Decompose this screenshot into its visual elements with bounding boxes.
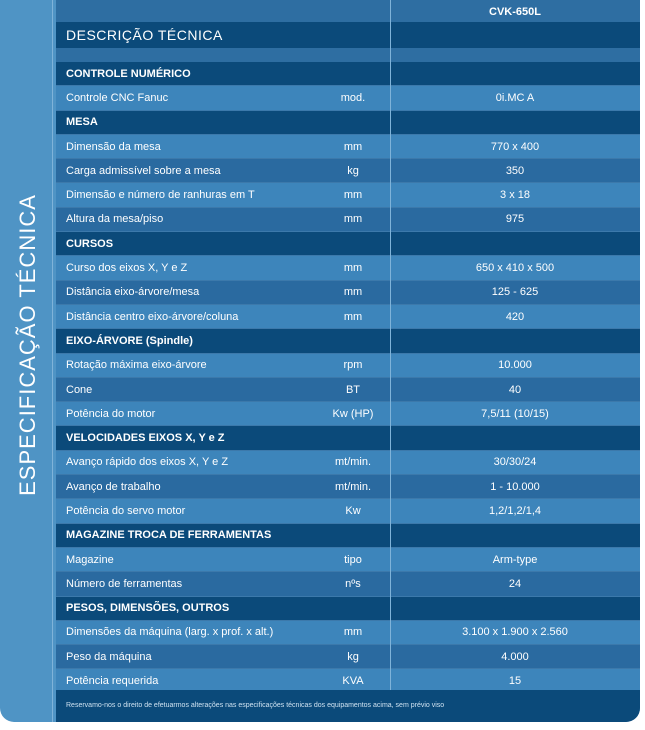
spec-rows — [56, 62, 640, 694]
spec-unit: mm — [343, 626, 363, 639]
section-row — [56, 597, 640, 621]
spec-value — [390, 232, 640, 255]
spec-unit: kg — [347, 164, 359, 177]
spec-name: Peso da máquina — [66, 650, 152, 663]
spec-name: Potência requerida — [66, 675, 159, 688]
spec-value — [390, 426, 640, 449]
spec-value: 0i.MC A — [495, 91, 535, 104]
table-row — [56, 256, 640, 280]
spec-name: Dimensões da máquina (larg. x prof. x alt.) — [66, 626, 274, 639]
spec-value: Arm-type — [492, 553, 538, 566]
spec-unit: mod. — [340, 91, 366, 104]
spec-name: Número de ferramentas — [66, 577, 183, 590]
spec-value: 10.000 — [498, 359, 532, 372]
table-row — [56, 305, 640, 329]
footer-bar — [56, 690, 640, 722]
spec-name: Magazine — [66, 553, 114, 566]
table-row — [56, 548, 640, 572]
table-row — [56, 354, 640, 378]
spec-name: Potência do motor — [66, 407, 156, 420]
spec-unit: mm — [343, 140, 363, 153]
section-title-bar — [56, 22, 640, 48]
spec-name: Distância eixo-árvore/mesa — [66, 286, 200, 299]
section-row — [56, 62, 640, 86]
section-row — [56, 426, 640, 450]
spec-value: 1,2/1,2/1,4 — [489, 504, 541, 517]
spec-name: Avanço rápido dos eixos X, Y e Z — [66, 456, 229, 469]
table-row — [56, 208, 640, 232]
footer-note: Reservamo-nos o direito de efetuarmos alterações nas especificações técnicas dos equipamentos acima, sem prévio viso — [66, 702, 445, 709]
section-row — [56, 111, 640, 135]
spec-unit — [320, 597, 386, 620]
spec-unit: KVA — [342, 675, 364, 688]
header-spacer — [56, 48, 640, 62]
table-row — [56, 621, 640, 645]
spec-value: 30/30/24 — [493, 456, 537, 469]
section-name: CONTROLE NUMÉRICO — [66, 67, 191, 80]
spec-name: Rotação máxima eixo-árvore — [66, 359, 207, 372]
spec-value — [390, 111, 640, 134]
spec-unit: mm — [343, 310, 363, 323]
side-label: ESPECIFICAÇÃO TÉCNICA — [15, 194, 40, 496]
spec-unit — [320, 524, 386, 547]
spec-value: 350 — [505, 164, 525, 177]
section-name: EIXO-ÁRVORE (Spindle) — [66, 334, 193, 347]
section-name: PESOS, DIMENSÕES, OUTROS — [66, 602, 230, 615]
spec-value: 3 x 18 — [500, 189, 530, 202]
spec-unit: BT — [345, 383, 361, 396]
spec-value: 770 x 400 — [490, 140, 540, 153]
table-row — [56, 572, 640, 596]
table-row — [56, 451, 640, 475]
spec-value — [390, 597, 640, 620]
table-row — [56, 499, 640, 523]
spec-unit: tipo — [344, 553, 362, 566]
spec-value — [390, 62, 640, 85]
spec-name: Carga admissível sobre a mesa — [66, 164, 221, 177]
table-row — [56, 475, 640, 499]
section-row — [56, 524, 640, 548]
side-bar — [0, 0, 56, 722]
table-row — [56, 183, 640, 207]
table-row — [56, 135, 640, 159]
spec-name: Dimensão da mesa — [66, 140, 161, 153]
spec-unit: mt/min. — [334, 456, 372, 469]
spec-unit — [320, 232, 386, 255]
spec-unit: mm — [343, 213, 363, 226]
table-row — [56, 378, 640, 402]
spec-value: 15 — [508, 675, 522, 688]
spec-name: Curso dos eixos X, Y e Z — [66, 262, 188, 275]
table-row — [56, 402, 640, 426]
spec-unit: Kw — [345, 504, 361, 517]
spec-unit: nºs — [345, 577, 361, 590]
table-row — [56, 159, 640, 183]
spec-unit: mm — [343, 262, 363, 275]
table-row — [56, 86, 640, 110]
spec-unit: mt/min. — [334, 480, 372, 493]
spec-unit: mm — [343, 286, 363, 299]
table-row — [56, 281, 640, 305]
section-name: VELOCIDADES EIXOS X, Y e Z — [66, 432, 225, 445]
spec-name: Altura da mesa/piso — [66, 213, 164, 226]
section-row — [56, 329, 640, 353]
spec-value — [390, 329, 640, 352]
spec-name: Distância centro eixo-árvore/coluna — [66, 310, 239, 323]
section-name: CURSOS — [66, 237, 114, 250]
spec-unit — [320, 111, 386, 134]
spec-unit: kg — [347, 650, 359, 663]
spec-value: 4.000 — [501, 650, 529, 663]
section-title: DESCRIÇÃO TÉCNICA — [66, 27, 223, 43]
spec-unit: rpm — [343, 359, 363, 372]
spec-unit — [320, 329, 386, 352]
model-label: CVK-650L — [489, 6, 541, 18]
spec-value: 420 — [505, 310, 525, 323]
spec-name: Controle CNC Fanuc — [66, 91, 169, 104]
column-divider — [390, 0, 391, 690]
spec-unit: Kw (HP) — [332, 407, 374, 420]
section-row — [56, 232, 640, 256]
section-name: MAGAZINE TROCA DE FERRAMENTAS — [66, 529, 272, 542]
spec-value: 975 — [505, 213, 525, 226]
spec-value: 7,5/11 (10/15) — [481, 407, 549, 420]
header-strip — [56, 0, 640, 22]
spec-value: 40 — [508, 383, 522, 396]
spec-value — [390, 524, 640, 547]
spec-unit — [320, 426, 386, 449]
spec-table — [56, 0, 640, 690]
spec-name: Potência do servo motor — [66, 504, 186, 517]
spec-value: 125 - 625 — [491, 286, 539, 299]
section-name: MESA — [66, 116, 98, 129]
side-divider — [52, 0, 53, 722]
spec-name: Cone — [66, 383, 93, 396]
spec-value: 650 x 410 x 500 — [475, 262, 555, 275]
spec-name: Avanço de trabalho — [66, 480, 161, 493]
spec-name: Dimensão e número de ranhuras em T — [66, 189, 255, 202]
spec-value: 24 — [508, 577, 522, 590]
spec-unit: mm — [343, 189, 363, 202]
table-row — [56, 645, 640, 669]
spec-value: 1 - 10.000 — [490, 480, 540, 493]
spec-value: 3.100 x 1.900 x 2.560 — [462, 626, 568, 639]
spec-unit — [320, 62, 386, 85]
